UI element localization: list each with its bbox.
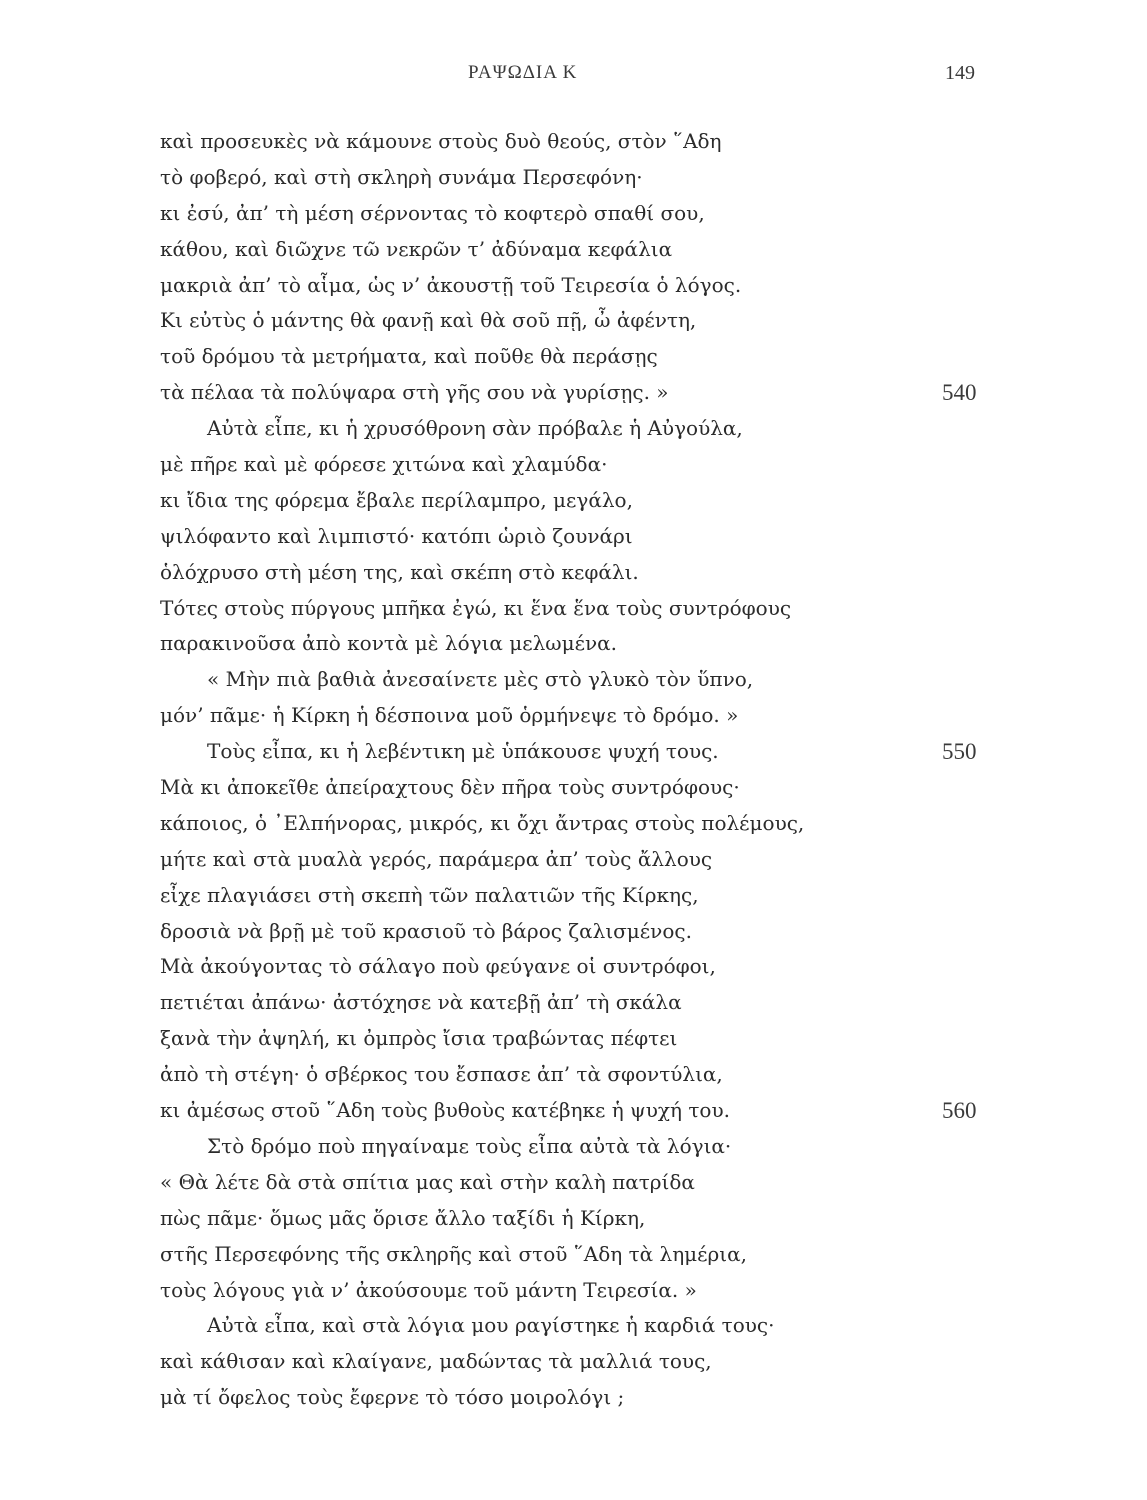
- verse-line: [0, 1380, 1147, 1416]
- verse-text: καὶ κάθισαν καὶ κλαίγανε, μαδώντας τὰ μαλλιά τους,: [160, 1349, 712, 1374]
- verse-text: τὰ πέλαα τὰ πολύψαρα στὴ γῆς σου νὰ γυρίσῃς. »: [160, 380, 669, 405]
- verse-text: Τότες στοὺς πύργους μπῆκα ἐγώ, κι ἕνα ἕνα τοὺς συντρόφους: [160, 595, 792, 620]
- verse-line: [0, 196, 1147, 232]
- verse-text: ξανὰ τὴν ἀψηλή, κι ὀμπρὸς ἴσια τραβώντας πέφτει: [160, 1026, 678, 1051]
- verse-line: [0, 483, 1147, 519]
- verse-line: [0, 734, 1147, 770]
- verse-text: ψιλόφαντο καὶ λιμπιστό· κατόπι ὡριὸ ζουνάρι: [160, 523, 633, 548]
- verse-line: [0, 842, 1147, 878]
- verse-text: κάθου, καὶ διῶχνε τῶ νεκρῶν τ’ ἀδύναμα κεφάλια: [160, 236, 673, 261]
- verse-text: ἀπὸ τὴ στέγη· ὁ σβέρκος του ἔσπασε ἀπ’ τὰ σφοντύλια,: [160, 1062, 723, 1087]
- verse-text: εἶχε πλαγιάσει στὴ σκεπὴ τῶν παλατιῶν τῆς Κίρκης,: [160, 882, 699, 907]
- verse-line: [0, 949, 1147, 985]
- verse-text: κι ἀμέσως στοῦ ῞Αδη τοὺς βυθοὺς κατέβηκε ἡ ψυχή του.: [160, 1098, 730, 1123]
- verse-line: [0, 232, 1147, 268]
- verse-line: [0, 1021, 1147, 1057]
- verse-line: [0, 1057, 1147, 1093]
- verse-line: [0, 806, 1147, 842]
- verse-text: καὶ προσευκὲς νὰ κάμουνε στοὺς δυὸ θεούς, στὸν ῞Αδη: [160, 129, 722, 153]
- verse-text: Μὰ ἀκούγοντας τὸ σάλαγο ποὺ φεύγανε οἱ συντρόφοι,: [160, 954, 716, 979]
- verse-text: τοῦ δρόμου τὰ μετρήματα, καὶ ποῦθε θὰ περάσῃς: [160, 344, 658, 369]
- verse-line: [0, 555, 1147, 591]
- verse-line: [0, 591, 1147, 627]
- verse-text: κάποιος, ὁ ᾿Ελπήνορας, μικρός, κι ὄχι ἄντρας στοὺς πολέμους,: [160, 810, 805, 835]
- verse-line: [0, 662, 1147, 698]
- verse-line: [0, 698, 1147, 734]
- verse-text: μόν’ πᾶμε· ἡ Κίρκη ἡ δέσποινα μοῦ ὁρμήνεψε τὸ δρόμο. »: [160, 703, 739, 728]
- verse-line: [0, 519, 1147, 555]
- verse-block: [0, 124, 1147, 1416]
- verse-line: [0, 160, 1147, 196]
- verse-line: [0, 770, 1147, 806]
- verse-text: Στὸ δρόμο ποὺ πηγαίναμε τοὺς εἶπα αὐτὰ τὰ λόγια·: [207, 1133, 732, 1158]
- verse-text: πὼς πᾶμε· ὅμως μᾶς ὅρισε ἄλλο ταξίδι ἡ Κίρκη,: [160, 1205, 646, 1230]
- verse-text: τὸ φοβερό, καὶ στὴ σκληρὴ συνάμα Περσεφόνη·: [160, 164, 643, 189]
- verse-line: [0, 1129, 1147, 1165]
- verse-text: κι ἴδια της φόρεμα ἔβαλε περίλαμπρο, μεγάλο,: [160, 487, 633, 512]
- verse-text: μὲ πῆρε καὶ μὲ φόρεσε χιτώνα καὶ χλαμύδα·: [160, 452, 608, 477]
- verse-text: μακριὰ ἀπ’ τὸ αἷμα, ὡς ν’ ἀκουστῇ τοῦ Τειρεσία ὁ λόγος.: [160, 272, 742, 297]
- page-number: 149: [945, 62, 975, 84]
- line-number: 560: [942, 1098, 977, 1124]
- verse-line: [0, 878, 1147, 914]
- line-number: 540: [942, 380, 977, 406]
- verse-text: μήτε καὶ στὰ μυαλὰ γερός, παράμερα ἀπ’ τοὺς ἄλλους: [160, 846, 713, 871]
- verse-line: [0, 268, 1147, 304]
- verse-text: δροσιὰ νὰ βρῇ μὲ τοῦ κρασιοῦ τὸ βάρος ζαλισμένος.: [160, 918, 692, 943]
- verse-text: Αὐτὰ εἶπα, καὶ στὰ λόγια μου ραγίστηκε ἡ καρδιά τους·: [207, 1313, 775, 1338]
- verse-line: [0, 914, 1147, 950]
- verse-line: [0, 1237, 1147, 1273]
- verse-text: παρακινοῦσα ἀπὸ κοντὰ μὲ λόγια μελωμένα.: [160, 631, 617, 656]
- verse-line: [0, 303, 1147, 339]
- verse-text: « Θὰ λέτε δὰ στὰ σπίτια μας καὶ στὴν καλὴ πατρίδα: [160, 1169, 695, 1194]
- verse-line: [0, 1093, 1147, 1129]
- line-number: 550: [942, 739, 977, 765]
- verse-line: [0, 411, 1147, 447]
- verse-line: [0, 375, 1147, 411]
- verse-text: ὁλόχρυσο στὴ μέση της, καὶ σκέπη στὸ κεφάλι.: [160, 559, 639, 584]
- verse-line: [0, 1308, 1147, 1344]
- verse-line: [0, 1165, 1147, 1201]
- verse-text: Κι εὐτὺς ὁ μάντης θὰ φανῇ καὶ θὰ σοῦ πῇ, ὦ ἀφέντη,: [160, 308, 697, 333]
- verse-text: Αὐτὰ εἶπε, κι ἡ χρυσόθρονη σὰν πρόβαλε ἡ Αὐγούλα,: [207, 416, 743, 441]
- verse-text: μὰ τί ὄφελος τοὺς ἔφερνε τὸ τόσο μοιρολόγι ;: [160, 1385, 625, 1410]
- verse-line: [0, 626, 1147, 662]
- verse-text: « Μὴν πιὰ βαθιὰ ἀνεσαίνετε μὲς στὸ γλυκὸ τὸν ὕπνο,: [207, 667, 754, 692]
- verse-text: Τοὺς εἶπα, κι ἡ λεβέντικη μὲ ὑπάκουσε ψυχή τους.: [207, 739, 719, 764]
- running-title: ΡΑΨΩΔΙΑ Κ: [468, 62, 578, 83]
- verse-line: [0, 447, 1147, 483]
- verse-text: πετιέται ἀπάνω· ἀστόχησε νὰ κατεβῇ ἀπ’ τὴ σκάλα: [160, 990, 682, 1015]
- verse-line: [0, 1344, 1147, 1380]
- verse-line: [0, 1201, 1147, 1237]
- verse-text: κι ἐσύ, ἀπ’ τὴ μέση σέρνοντας τὸ κοφτερὸ σπαθί σου,: [160, 200, 705, 225]
- verse-line: [0, 985, 1147, 1021]
- running-head: [0, 62, 1147, 92]
- verse-text: στῆς Περσεφόνης τῆς σκληρῆς καὶ στοῦ ῞Αδη τὰ λημέρια,: [160, 1241, 748, 1266]
- verse-line: [0, 124, 1147, 160]
- verse-line: [0, 339, 1147, 375]
- verse-line: [0, 1273, 1147, 1309]
- verse-text: Μὰ κι ἀποκεῖθε ἀπείραχτους δὲν πῆρα τοὺς συντρόφους·: [160, 775, 740, 800]
- verse-text: τοὺς λόγους γιὰ ν’ ἀκούσουμε τοῦ μάντη Τειρεσία. »: [160, 1277, 697, 1302]
